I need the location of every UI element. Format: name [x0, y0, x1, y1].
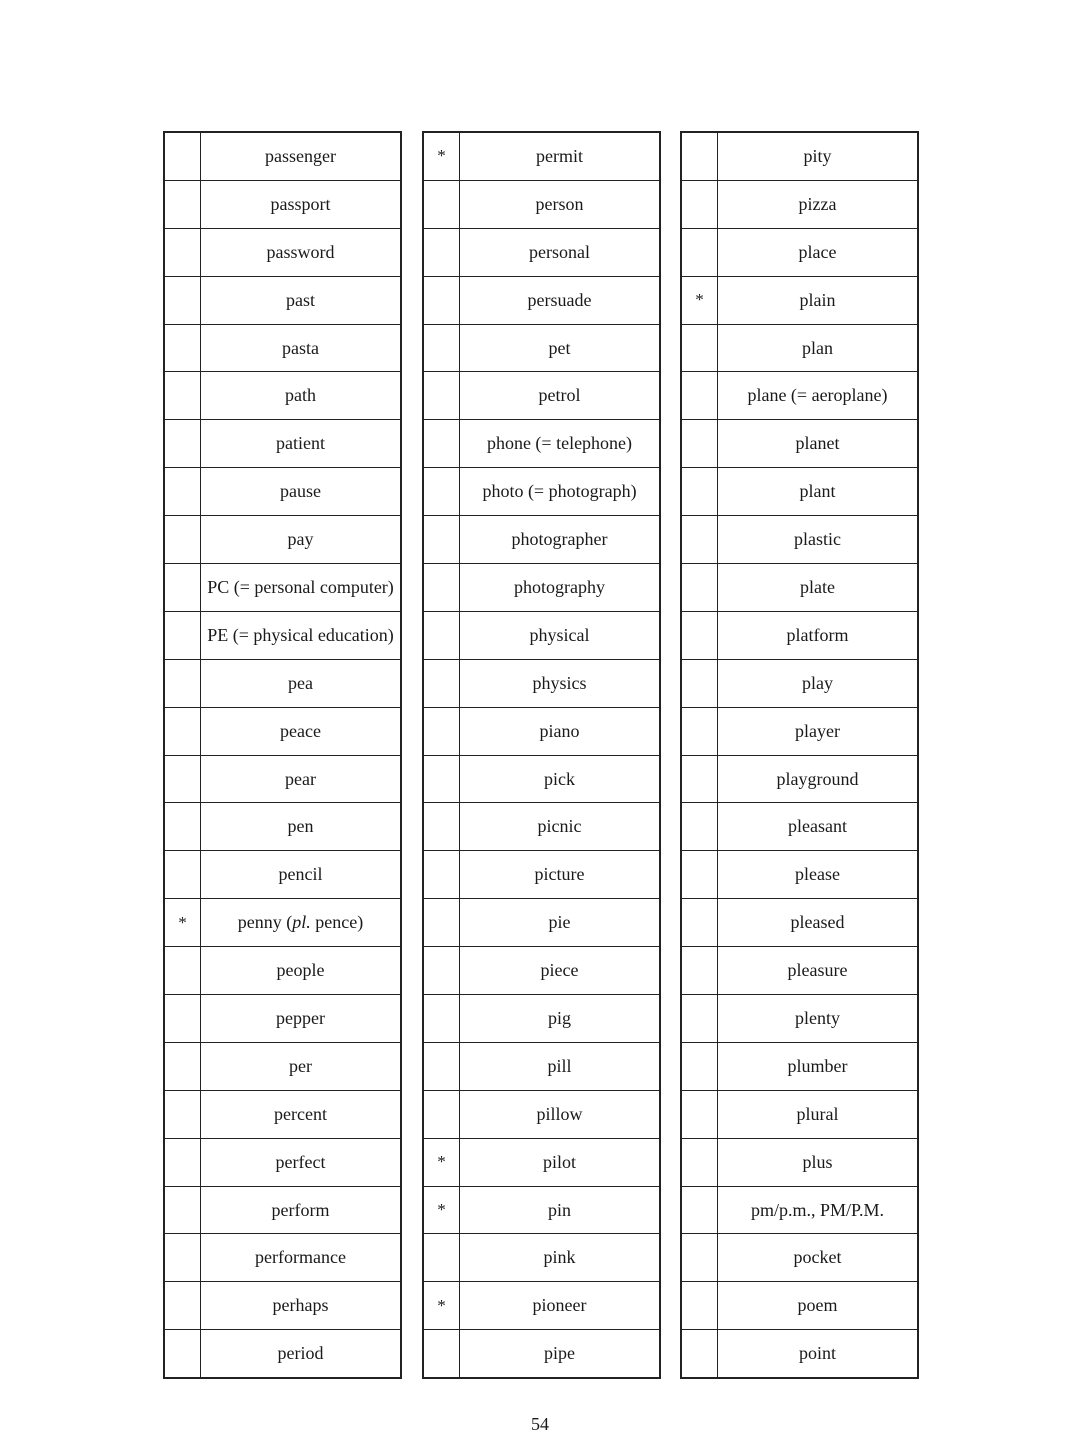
word-entry: pasta: [201, 324, 402, 372]
table-row: [164, 1186, 401, 1234]
word-entry: perhaps: [201, 1282, 402, 1330]
row-marker: [681, 564, 718, 612]
row-marker: [423, 1330, 460, 1378]
table-row: [164, 1282, 401, 1330]
word-entry: performance: [201, 1234, 402, 1282]
row-marker: [423, 1234, 460, 1282]
table-row: [164, 468, 401, 516]
word-entry: place: [718, 228, 919, 276]
row-marker: [164, 803, 201, 851]
row-marker: [681, 1042, 718, 1090]
table-row: [423, 851, 660, 899]
row-marker: [164, 468, 201, 516]
row-marker: [164, 1186, 201, 1234]
word-entry: pleasant: [718, 803, 919, 851]
table-row: [681, 1282, 918, 1330]
table-row: [681, 947, 918, 995]
row-marker: [164, 707, 201, 755]
table-row: [681, 468, 918, 516]
table-row: [681, 707, 918, 755]
table-row: [423, 276, 660, 324]
word-entry: pity: [718, 132, 919, 180]
row-marker: [423, 1042, 460, 1090]
row-marker: *: [423, 1186, 460, 1234]
table-row: [681, 372, 918, 420]
table-row: [423, 516, 660, 564]
table-row: [681, 611, 918, 659]
word-entry: plumber: [718, 1042, 919, 1090]
table-row: [681, 180, 918, 228]
row-marker: [164, 1330, 201, 1378]
table-row: [681, 1138, 918, 1186]
table-row: [681, 851, 918, 899]
word-entry: persuade: [460, 276, 661, 324]
table-row: [681, 1042, 918, 1090]
table-row: [164, 659, 401, 707]
table-row: [681, 516, 918, 564]
table-row: [423, 132, 660, 180]
row-marker: [164, 276, 201, 324]
table-row: [423, 899, 660, 947]
row-marker: [681, 803, 718, 851]
word-entry: piece: [460, 947, 661, 995]
table-row: [164, 132, 401, 180]
row-marker: [423, 468, 460, 516]
table-row: [681, 803, 918, 851]
word-entry: point: [718, 1330, 919, 1378]
row-marker: [681, 707, 718, 755]
word-entry: planet: [718, 420, 919, 468]
word-entry: pm/p.m., PM/P.M.: [718, 1186, 919, 1234]
word-entry: pea: [201, 659, 402, 707]
row-marker: [164, 1138, 201, 1186]
table-row: [681, 228, 918, 276]
table-row: [164, 947, 401, 995]
row-marker: [681, 1234, 718, 1282]
table-row: [681, 899, 918, 947]
word-entry: pencil: [201, 851, 402, 899]
word-entry: physical: [460, 611, 661, 659]
row-marker: [423, 516, 460, 564]
table-row: [164, 851, 401, 899]
table-row: [164, 564, 401, 612]
table-row: [423, 611, 660, 659]
row-marker: [423, 947, 460, 995]
table-row: [681, 995, 918, 1043]
word-entry: plastic: [718, 516, 919, 564]
row-marker: *: [681, 276, 718, 324]
table-row: [164, 516, 401, 564]
word-entry: pizza: [718, 180, 919, 228]
row-marker: [164, 1234, 201, 1282]
word-entry: pepper: [201, 995, 402, 1043]
word-entry: passenger: [201, 132, 402, 180]
word-entry: petrol: [460, 372, 661, 420]
row-marker: [164, 755, 201, 803]
row-marker: [423, 324, 460, 372]
table-row: [164, 420, 401, 468]
row-marker: [164, 564, 201, 612]
row-marker: [681, 1090, 718, 1138]
table-row: [164, 324, 401, 372]
table-row: [423, 1042, 660, 1090]
row-marker: [681, 1138, 718, 1186]
table-row: [423, 1330, 660, 1378]
row-marker: [681, 851, 718, 899]
word-entry: play: [718, 659, 919, 707]
word-entry: path: [201, 372, 402, 420]
table-row: [423, 803, 660, 851]
word-entry: password: [201, 228, 402, 276]
row-marker: [423, 995, 460, 1043]
word-entry: perform: [201, 1186, 402, 1234]
word-entry: plural: [718, 1090, 919, 1138]
word-entry: photographer: [460, 516, 661, 564]
word-entry: pocket: [718, 1234, 919, 1282]
word-entry: pay: [201, 516, 402, 564]
table-row: [164, 995, 401, 1043]
row-marker: [423, 707, 460, 755]
row-marker: [164, 132, 201, 180]
row-marker: [423, 851, 460, 899]
row-marker: [164, 180, 201, 228]
table-row: [681, 1330, 918, 1378]
row-marker: [164, 995, 201, 1043]
row-marker: [423, 564, 460, 612]
table-row: [681, 420, 918, 468]
table-row: [423, 1282, 660, 1330]
row-marker: [164, 1042, 201, 1090]
table-row: [164, 372, 401, 420]
table-row: [681, 659, 918, 707]
table-row: [164, 1090, 401, 1138]
word-entry: picnic: [460, 803, 661, 851]
row-marker: [164, 516, 201, 564]
word-entry: pig: [460, 995, 661, 1043]
word-entry: poem: [718, 1282, 919, 1330]
word-entry: plus: [718, 1138, 919, 1186]
word-entry: please: [718, 851, 919, 899]
table-row: [681, 1186, 918, 1234]
row-marker: [164, 1282, 201, 1330]
table-row: [423, 372, 660, 420]
table-row: [423, 947, 660, 995]
word-entry: pet: [460, 324, 661, 372]
row-marker: [423, 228, 460, 276]
word-entry: pill: [460, 1042, 661, 1090]
table-row: [423, 324, 660, 372]
row-marker: [423, 372, 460, 420]
row-marker: [164, 324, 201, 372]
row-marker: [681, 611, 718, 659]
table-row: [423, 1090, 660, 1138]
table-row: [681, 1234, 918, 1282]
word-table-column-1: [163, 131, 402, 1379]
table-row: [423, 468, 660, 516]
word-entry: patient: [201, 420, 402, 468]
row-marker: [423, 611, 460, 659]
row-marker: [164, 1090, 201, 1138]
row-marker: [681, 899, 718, 947]
word-text: pence): [310, 912, 364, 933]
row-marker: [164, 611, 201, 659]
table-row: [423, 707, 660, 755]
table-row: [423, 564, 660, 612]
word-entry: pick: [460, 755, 661, 803]
word-entry: picture: [460, 851, 661, 899]
table-row: [681, 755, 918, 803]
row-marker: *: [164, 899, 201, 947]
row-marker: [681, 755, 718, 803]
word-entry: pioneer: [460, 1282, 661, 1330]
word-entry: physics: [460, 659, 661, 707]
table-row: [164, 755, 401, 803]
word-table-column-3: [680, 131, 919, 1379]
table-row: [164, 1138, 401, 1186]
word-entry: period: [201, 1330, 402, 1378]
word-entry: peace: [201, 707, 402, 755]
word-entry: people: [201, 947, 402, 995]
word-entry: phone (= telephone): [460, 420, 661, 468]
table-row: [164, 1330, 401, 1378]
row-marker: [681, 1282, 718, 1330]
word-entry: pink: [460, 1234, 661, 1282]
table-row: [423, 180, 660, 228]
row-marker: [681, 516, 718, 564]
row-marker: *: [423, 1282, 460, 1330]
table-row: [164, 228, 401, 276]
row-marker: [423, 420, 460, 468]
row-marker: [681, 468, 718, 516]
word-entry: plane (= aeroplane): [718, 372, 919, 420]
word-entry: playground: [718, 755, 919, 803]
row-marker: [164, 947, 201, 995]
word-entry: plant: [718, 468, 919, 516]
row-marker: [164, 420, 201, 468]
table-row: [164, 803, 401, 851]
word-entry: platform: [718, 611, 919, 659]
table-row: [423, 420, 660, 468]
table-row: [164, 1042, 401, 1090]
word-entry: pipe: [460, 1330, 661, 1378]
word-table-column-2: [422, 131, 661, 1379]
table-row: [423, 228, 660, 276]
row-marker: [164, 372, 201, 420]
page-number: 54: [531, 1414, 549, 1434]
table-row: [681, 564, 918, 612]
word-entry: plan: [718, 324, 919, 372]
table-row: [423, 659, 660, 707]
word-text: penny (: [237, 912, 293, 933]
table-row: [681, 276, 918, 324]
word-entry: pin: [460, 1186, 661, 1234]
word-entry: pilot: [460, 1138, 661, 1186]
row-marker: [681, 324, 718, 372]
row-marker: [681, 659, 718, 707]
row-marker: [423, 180, 460, 228]
word-entry: PE (= physical education): [201, 611, 402, 659]
word-entry: pie: [460, 899, 661, 947]
row-marker: [423, 659, 460, 707]
word-entry: person: [460, 180, 661, 228]
word-entry: [201, 899, 402, 947]
row-marker: [681, 947, 718, 995]
table-row: [423, 1186, 660, 1234]
word-entry: photography: [460, 564, 661, 612]
word-entry: player: [718, 707, 919, 755]
word-entry: pleased: [718, 899, 919, 947]
table-row: [681, 132, 918, 180]
table-row: [423, 1138, 660, 1186]
word-entry: personal: [460, 228, 661, 276]
row-marker: *: [423, 132, 460, 180]
word-entry: past: [201, 276, 402, 324]
table-row: [681, 324, 918, 372]
word-entry: pear: [201, 755, 402, 803]
row-marker: [681, 420, 718, 468]
row-marker: [423, 899, 460, 947]
table-row: [164, 707, 401, 755]
word-entry: pleasure: [718, 947, 919, 995]
word-entry: passport: [201, 180, 402, 228]
word-entry: PC (= personal computer): [201, 564, 402, 612]
word-entry: pillow: [460, 1090, 661, 1138]
row-marker: [164, 659, 201, 707]
table-row: [164, 276, 401, 324]
word-entry: photo (= photograph): [460, 468, 661, 516]
row-marker: [423, 755, 460, 803]
row-marker: [681, 1330, 718, 1378]
word-text-italic: pl.: [292, 912, 311, 933]
table-row: [423, 1234, 660, 1282]
row-marker: *: [423, 1138, 460, 1186]
word-entry: pause: [201, 468, 402, 516]
word-entry: pen: [201, 803, 402, 851]
word-entry: plenty: [718, 995, 919, 1043]
word-entry: piano: [460, 707, 661, 755]
table-row: [681, 1090, 918, 1138]
table-row: [423, 755, 660, 803]
row-marker: [681, 372, 718, 420]
row-marker: [681, 180, 718, 228]
row-marker: [681, 995, 718, 1043]
table-row: [164, 1234, 401, 1282]
row-marker: [164, 851, 201, 899]
row-marker: [164, 228, 201, 276]
word-entry: plain: [718, 276, 919, 324]
row-marker: [423, 1090, 460, 1138]
word-entry: perfect: [201, 1138, 402, 1186]
table-row: [423, 995, 660, 1043]
word-entry: plate: [718, 564, 919, 612]
word-entry: permit: [460, 132, 661, 180]
table-row: [164, 611, 401, 659]
table-row: [164, 899, 401, 947]
word-entry: per: [201, 1042, 402, 1090]
row-marker: [423, 803, 460, 851]
table-row: [164, 180, 401, 228]
row-marker: [681, 228, 718, 276]
word-entry: percent: [201, 1090, 402, 1138]
row-marker: [423, 276, 460, 324]
row-marker: [681, 132, 718, 180]
row-marker: [681, 1186, 718, 1234]
